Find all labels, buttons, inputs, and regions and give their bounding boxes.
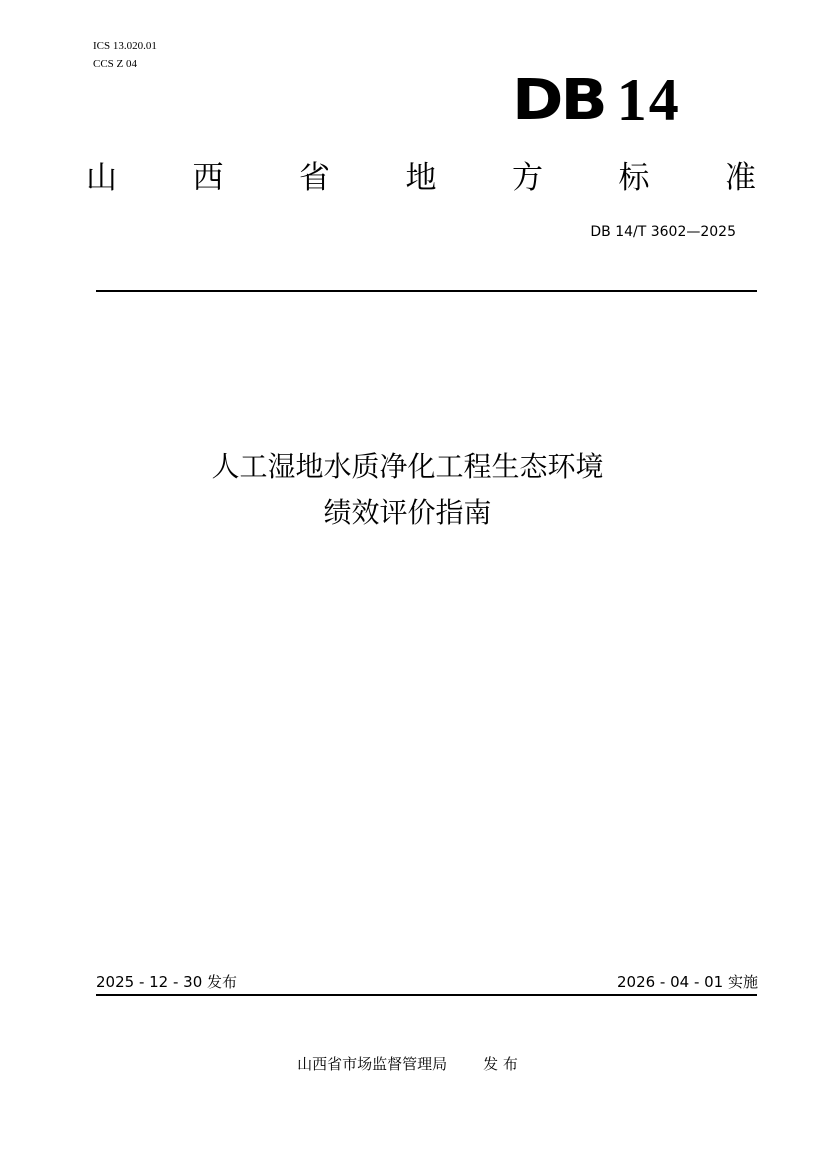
standard-type-char: 西 bbox=[192, 160, 224, 196]
publisher-line bbox=[0, 1054, 815, 1074]
title-line-2: 绩效评价指南 bbox=[323, 496, 492, 529]
standard-type-heading bbox=[86, 158, 756, 198]
standard-type-char: 山 bbox=[86, 160, 117, 196]
bottom-divider bbox=[96, 994, 757, 996]
db14-logo bbox=[512, 68, 681, 132]
standard-type-char: 地 bbox=[405, 160, 437, 196]
logo-number: 14 bbox=[616, 67, 681, 133]
issue-date: 2025 - 12 - 30 发布 bbox=[96, 973, 238, 991]
standard-type-char: 标 bbox=[618, 160, 650, 196]
title-line-1: 人工湿地水质净化工程生态环境 bbox=[211, 450, 604, 483]
ccs-code: CCS Z 04 bbox=[93, 58, 138, 70]
standard-type-char: 方 bbox=[512, 160, 543, 196]
top-divider bbox=[96, 290, 757, 292]
publisher-action: 发 布 bbox=[483, 1055, 518, 1073]
ics-code: ICS 13.020.01 bbox=[93, 40, 157, 52]
publisher-name: 山西省市场监督管理局 bbox=[297, 1055, 448, 1073]
standard-number: DB 14/T 3602—2025 bbox=[590, 224, 736, 240]
standard-type-char: 准 bbox=[725, 160, 756, 196]
document-title bbox=[0, 444, 815, 536]
logo-letters: DB bbox=[512, 66, 605, 133]
standard-type-char: 省 bbox=[299, 160, 330, 196]
implementation-date: 2026 - 04 - 01 实施 bbox=[616, 973, 758, 991]
